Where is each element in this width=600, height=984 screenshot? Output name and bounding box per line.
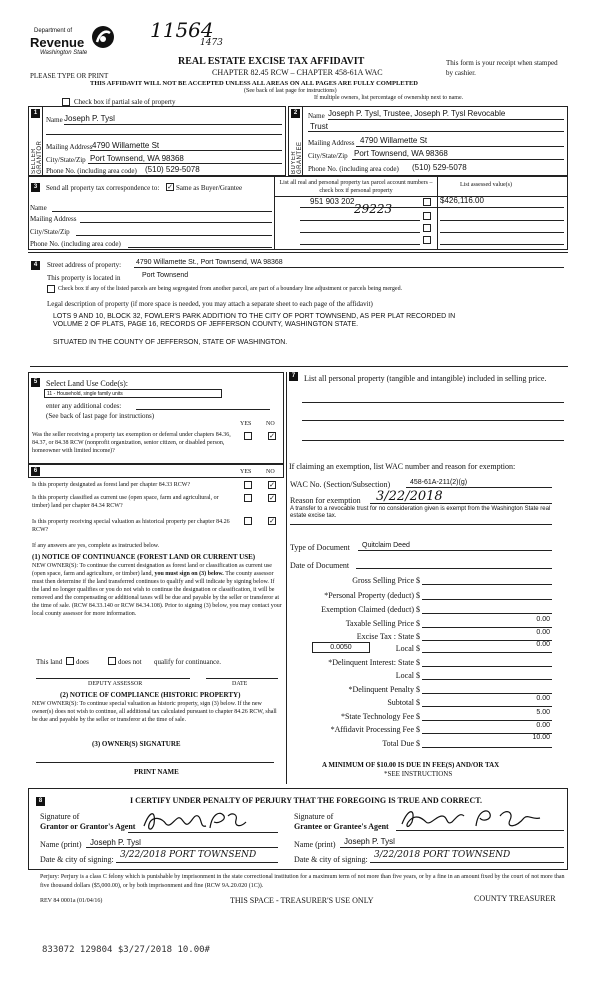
this-land-label: This land [36, 658, 63, 666]
doc-date-label: Date of Document [290, 561, 350, 570]
notice-continuance-text: NEW OWNER(S): To continue the current designation as forest land or classification as current use (open space, farm and agriculture, or timber) land, [32, 563, 272, 577]
additional-codes-label: enter any additional codes: [46, 402, 122, 410]
current-use-yes-checkbox[interactable] [244, 494, 252, 502]
exemption-claimed-label: Exemption Claimed (deduct) $ [321, 605, 420, 614]
delinquent-penalty-label: *Delinquent Penalty $ [348, 685, 420, 694]
buyer-name-value-2[interactable]: Trust [310, 122, 328, 131]
section-2-badge: 2 [291, 109, 300, 118]
excise-state-label: Excise Tax : State $ [356, 632, 420, 641]
taxable-price-value[interactable]: 0.00 [536, 616, 550, 623]
grantee-sig-label-2: Grantee or Grantee's Agent [294, 822, 389, 831]
subtotal-value[interactable]: 0.00 [536, 695, 550, 702]
land-use-label: Select Land Use Code(s): [46, 379, 128, 388]
does-not-label: does not [118, 658, 142, 666]
county-treasurer-label: COUNTY TREASURER [474, 894, 556, 903]
corr-name-label: Name [30, 204, 47, 212]
total-due-value[interactable]: 10.00 [532, 734, 550, 741]
parcel-2-personal-checkbox[interactable] [423, 212, 431, 220]
tech-fee-label: *State Technology Fee $ [340, 712, 420, 721]
street-address-label: Street address of property: [47, 261, 122, 269]
same-as-buyer-label: Same as Buyer/Grantee [176, 184, 243, 192]
seller-phone-label: Phone No. (including area code) [46, 167, 137, 175]
date-label: DATE [232, 681, 248, 687]
seller-name-value[interactable]: Joseph P. Tysl [64, 114, 115, 123]
treasurer-space-label: THIS SPACE - TREASURER'S USE ONLY [230, 896, 374, 905]
perjury-text: Perjury: Perjury is a class C felony which is punishable by imprisonment in the state correctional institution for a maximum term of not more than five years, or by a fine in an amount fixed by the court of not more than five thousand dollars ($5,000.00), or by both imprisonment and fine (RCW 9A.20.020 (1C)). [40, 874, 565, 889]
notice-compliance-text: NEW OWNER(S): To continue special valuation as historic property, sign (3) below. If the new owner(s) does not wish to continue, all additional tax calculated pursuant to chapter 84.26 RCW, shall be due and payable by the seller or transferor at the time of sale. [32, 701, 277, 723]
does-checkbox[interactable] [66, 657, 74, 665]
seller-phone-value[interactable]: (510) 529-5078 [145, 165, 200, 174]
s6-yes-header: YES [240, 469, 252, 475]
grantee-signature-icon[interactable] [396, 804, 546, 832]
segregated-checkbox[interactable] [47, 285, 55, 293]
exemption-no-checkbox[interactable]: ✓ [269, 432, 275, 440]
legal-label: Legal description of property (if more space is needed, you may attach a separate sheet to each page of the affidavit) [47, 300, 373, 308]
section-4-badge: 4 [31, 261, 40, 270]
corr-address-label: Mailing Address [30, 215, 77, 223]
parcel-4-personal-checkbox[interactable] [423, 236, 431, 244]
buyer-phone-value[interactable]: (510) 529-5078 [412, 163, 467, 172]
doc-type-label: Type of Document [290, 543, 350, 552]
located-label: This property is located in [47, 274, 121, 282]
handwritten-note-2: 1473 [200, 38, 223, 48]
grantor-date-value[interactable]: 3/22/2018 PORT TOWNSEND [120, 850, 257, 860]
grantee-date-value[interactable]: 3/22/2018 PORT TOWNSEND [374, 850, 511, 860]
segregated-label: Check box if any of the listed parcels are being segregated from another parcel, are part of a boundary line adjustment or parcels being merged. [58, 286, 403, 292]
seller-name-label: Name [46, 116, 63, 124]
local-rate-box[interactable]: 0.0050 [312, 642, 370, 653]
located-value[interactable]: Port Townsend [142, 272, 189, 279]
handwritten-parcel: 29223 [354, 202, 393, 216]
revenue-text: Revenue [30, 35, 85, 50]
notice-continuance-must-sign: you must sign on (3) below. [154, 571, 224, 577]
doc-type-value[interactable]: Quitclaim Deed [362, 542, 410, 549]
buyer-city-label: City/State/Zip [308, 152, 348, 160]
print-name-label: PRINT NAME [134, 768, 179, 776]
owners-signature-label: (3) OWNER(S) SIGNATURE [92, 740, 181, 748]
buyer-city-value[interactable]: Port Townsend, WA 98368 [354, 149, 448, 158]
notice-compliance-title: (2) NOTICE OF COMPLIANCE (HISTORIC PROPERTY) [60, 691, 241, 699]
land-use-see-back: (See back of last page for instructions) [46, 412, 155, 420]
reason-label: Reason for exemption [290, 496, 361, 505]
grantee-name-label: Name (print) [294, 840, 336, 849]
dept-of-text: Department of [34, 28, 73, 34]
seller-city-label: City/State/Zip [46, 156, 86, 164]
see-back-text: (See back of last page for instructions) [244, 88, 337, 94]
deputy-assessor-label: DEPUTY ASSESSOR [88, 681, 143, 687]
grantor-date-label: Date & city of signing: [40, 855, 114, 864]
seller-city-value[interactable]: Port Townsend, WA 98368 [90, 154, 184, 163]
form-chapter: CHAPTER 82.45 RCW – CHAPTER 458-61A WAC [212, 68, 383, 77]
tech-fee-value[interactable]: 5.00 [536, 709, 550, 716]
grantor-sig-label-2: Grantor or Grantor's Agent [40, 822, 136, 831]
historic-yes-checkbox[interactable] [244, 517, 252, 525]
multiple-owners-note: If multiple owners, list percentage of ownership next to name. [314, 95, 464, 101]
assessed-header: List assessed value(s) [460, 182, 512, 188]
wac-value[interactable]: 458-61A-211(2)(g) [410, 479, 468, 486]
grantor-signature-icon[interactable] [140, 806, 250, 834]
buyer-address-label: Mailing Address [308, 139, 355, 147]
dor-logo [30, 24, 110, 64]
correspondence-label: Send all property tax correspondence to: [46, 184, 160, 192]
parcel-1-personal-checkbox[interactable] [423, 198, 431, 206]
exemption-yes-checkbox[interactable] [244, 432, 252, 440]
notice-continuance-title: (1) NOTICE OF CONTINUANCE (FOREST LAND OR CURRENT USE) [32, 553, 256, 561]
total-due-label: Total Due $ [382, 739, 420, 748]
buyer-name-value[interactable]: Joseph P. Tysl, Trustee, Joseph P. Tysl Revocable [328, 109, 506, 118]
land-use-select[interactable]: 11 - Household, single family units [44, 389, 222, 398]
grantee-sig-label-1: Signature of [294, 812, 334, 821]
legal-line-1: LOTS 9 AND 10, BLOCK 32, FOWLER'S PARK ADDITION TO THE CITY OF PORT TOWNSEND, AS PER PLAT RECORDED IN [53, 313, 456, 320]
excise-local-value[interactable]: 0.00 [536, 641, 550, 648]
processing-fee-label: *Affidavit Processing Fee $ [330, 725, 420, 734]
corr-phone-label: Phone No. (including area code) [30, 240, 121, 248]
parcel-number-value[interactable]: 951 903 202 [310, 197, 355, 206]
notice-continuance-text-2: The county assessor must then determine if the land transferred continues to qualify and will indicate by signing below. If the land no longer qualifies or you do not wish to continue the designation or classification, it will be removed and the compensating or additional taxes will be due and payable by the seller or transferor at the time of sale. (RCW 84.33.140 or RCW 84.34.108). Prior to signing (3) below, you may contact your local county assessor for more information. [32, 571, 282, 617]
grantor-sig-label-1: Signature of [40, 812, 80, 821]
recording-stamp: 833072 129804 $3/27/2018 10.00# [42, 945, 210, 955]
personal-property-deduct-label: *Personal Property (deduct) $ [324, 591, 420, 600]
section-3-badge: 3 [31, 183, 40, 192]
section-8-badge: 8 [36, 797, 45, 806]
section-5-badge: 5 [31, 378, 40, 387]
receipt-note: This form is your receipt when stamped by cashier. [446, 59, 558, 77]
warning-text: THIS AFFIDAVIT WILL NOT BE ACCEPTED UNLESS ALL AREAS ON ALL PAGES ARE FULLY COMPLETED [90, 80, 418, 87]
grantor-name-value[interactable]: Joseph P. Tysl [90, 838, 141, 847]
section-6-badge: 6 [31, 467, 40, 476]
partial-sale-checkbox[interactable] [62, 98, 70, 106]
forest-no-checkbox[interactable]: ✓ [269, 481, 275, 489]
wac-label: WAC No. (Section/Subsection) [290, 480, 391, 489]
qualify-label: qualify for continuance. [154, 658, 222, 666]
forest-land-question: Is this property designated as forest land per chapter 84.33 RCW? [32, 482, 191, 488]
delinquent-local-label: Local $ [395, 671, 420, 680]
minimum-due-text: A MINIMUM OF $10.00 IS DUE IN FEE(S) AND/OR TAX [322, 761, 500, 769]
legal-line-3: SITUATED IN THE COUNTY OF JEFFERSON, STATE OF WASHINGTON. [53, 339, 288, 346]
personal-property-label: List all personal property (tangible and intangible) included in selling price. [304, 374, 547, 383]
taxable-price-label: Taxable Selling Price $ [345, 619, 420, 628]
washington-state-text: Washington State [40, 50, 88, 56]
certify-statement: I CERTIFY UNDER PENALTY OF PERJURY THAT THE FOREGOING IS TRUE AND CORRECT. [130, 796, 483, 805]
handwritten-note: 11564 [150, 18, 214, 42]
form-title: REAL ESTATE EXCISE TAX AFFIDAVIT [178, 56, 365, 67]
exemption-label: If claiming an exemption, list WAC number and reason for exemption: [289, 462, 516, 471]
section-7-badge: 7 [289, 372, 298, 381]
buyer-address-value[interactable]: 4790 Willamette St [360, 136, 428, 145]
exemption-question: Was the seller receiving a property tax exemption or deferral under chapters 84.36, 84.37, or 84.38 RCW (nonprofit organization, senior citizen, or disabled person, homeowner with limited income)? [32, 432, 231, 454]
land-use-yes-header: YES [240, 421, 252, 427]
excise-local-label: Local $ [395, 644, 420, 653]
does-not-checkbox[interactable] [108, 657, 116, 665]
if-yes-text: If any answers are yes, complete as instructed below. [32, 543, 160, 549]
seller-vertical-label: SELLER GRANTOR [31, 140, 43, 174]
buyer-phone-label: Phone No. (including area code) [308, 165, 399, 173]
see-instructions-text: *SEE INSTRUCTIONS [384, 770, 453, 778]
historic-question: Is this property receiving special valuation as historical property per chapter 84.26 RCW? [32, 519, 230, 533]
rev-form-number: REV 84 0001a (01/04/16) [40, 898, 103, 904]
reason-handwritten: 3/22/2018 [376, 489, 443, 504]
parcel-3-personal-checkbox[interactable] [423, 224, 431, 232]
street-address-value[interactable]: 4790 Willamette St., Port Townsend, WA 98368 [136, 259, 283, 266]
s6-no-header: NO [266, 469, 275, 475]
same-as-buyer-checkbox[interactable]: ✓ [167, 183, 173, 191]
historic-no-checkbox[interactable]: ✓ [269, 517, 275, 525]
delinquent-interest-label: *Delinquent Interest: State $ [328, 658, 420, 667]
legal-line-2: VOLUME 2 OF PLATS, PAGE 16, RECORDS OF JEFFERSON COUNTY, WASHINGTON STATE. [53, 321, 359, 328]
partial-sale-label: Check box if partial sale of property [74, 98, 176, 106]
buyer-name-label: Name [308, 112, 325, 120]
grantee-date-label: Date & city of signing: [294, 855, 368, 864]
corr-city-label: City/State/Zip [30, 228, 70, 236]
please-type-text: PLEASE TYPE OR PRINT [30, 72, 109, 80]
does-label: does [76, 658, 89, 666]
forest-yes-checkbox[interactable] [244, 481, 252, 489]
notice-continuance-p1 [32, 562, 282, 618]
grantor-name-label: Name (print) [40, 840, 82, 849]
section-1-badge: 1 [31, 109, 40, 118]
current-use-question: Is this property classified as current use (open space, farm and agricultural, or timber) land per chapter 84.34 RCW? [32, 495, 219, 509]
assessed-value[interactable]: $426,116.00 [440, 196, 484, 205]
grantee-name-value[interactable]: Joseph P. Tysl [344, 837, 395, 846]
current-use-no-checkbox[interactable]: ✓ [269, 494, 275, 502]
seller-address-value[interactable]: 4790 Willamette St [92, 141, 160, 150]
excise-state-value[interactable]: 0.00 [536, 629, 550, 636]
buyer-vertical-label: BUYER GRANTEE [291, 141, 303, 174]
reason-text: A transfer to a revocable trust for no consideration given is exempt from the Washington State real estate excise tax. [290, 506, 551, 519]
processing-fee-value[interactable]: 0.00 [536, 722, 550, 729]
subtotal-label: Subtotal $ [387, 698, 420, 707]
land-use-no-header: NO [266, 421, 275, 427]
seller-address-label: Mailing Address [46, 143, 93, 151]
revenue-logo-icon [90, 24, 116, 52]
parcel-header: List all real and personal property tax parcel account numbers – check box if personal property [279, 180, 433, 194]
gross-price-label: Gross Selling Price $ [352, 576, 420, 585]
property-section [28, 252, 568, 368]
